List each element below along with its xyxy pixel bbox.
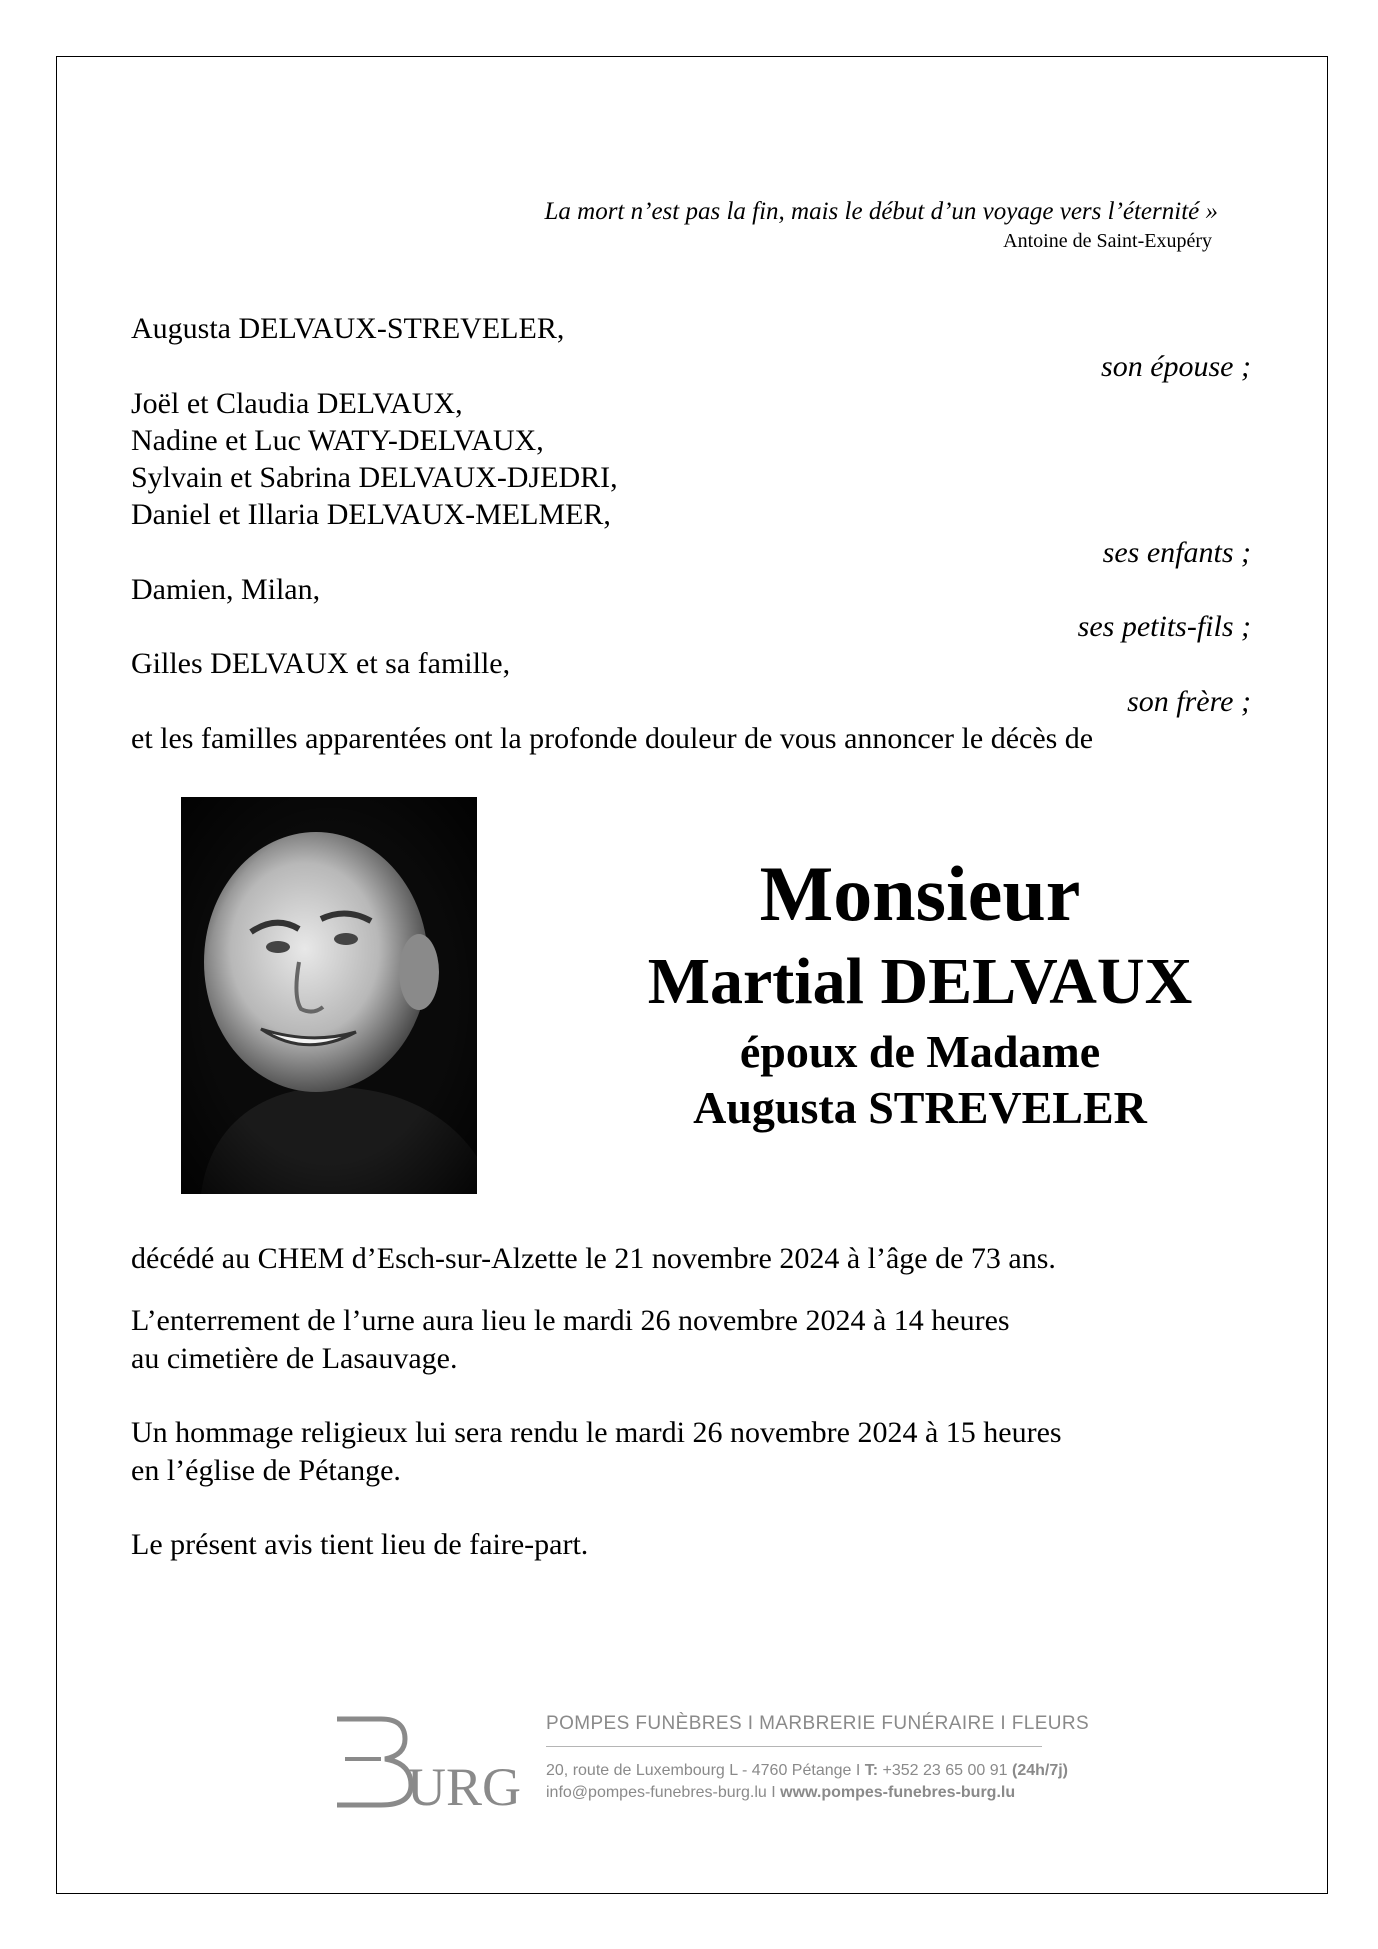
footer-contact [546, 1784, 1015, 1802]
burial-line2: au cimetière de Lasauvage. [131, 1342, 458, 1375]
tribute-line2: en l’église de Pétange. [131, 1454, 401, 1487]
footer-divider [546, 1746, 1042, 1747]
footer-phone: +352 23 65 00 91 [878, 1762, 1012, 1779]
spouse-line: Augusta DELVAUX-STREVELER, [131, 312, 565, 345]
footer-website[interactable]: www.pompes-funebres-burg.lu [780, 1784, 1016, 1801]
brother-role: son frère ; [1127, 685, 1251, 718]
burial-line1: L’enterrement de l’urne aura lieu le mardi 26 novembre 2024 à 14 heures [131, 1304, 1010, 1337]
death-details: décédé au CHEM d’Esch-sur-Alzette le 21 novembre 2024 à l’âge de 73 ans. [131, 1242, 1056, 1275]
child-line: Joël et Claudia DELVAUX, [131, 387, 463, 420]
child-line: Daniel et Illaria DELVAUX-MELMER, [131, 498, 611, 531]
footer-address [546, 1762, 1068, 1780]
deceased-name-block [560, 848, 1280, 1136]
notice-line: Le présent avis tient lieu de faire-part. [131, 1528, 589, 1561]
quote-text: La mort n’est pas la fin, mais le début d’un voyage vers l’éternité » [544, 198, 1218, 225]
tribute-line1: Un hommage religieux lui sera rendu le mardi 26 novembre 2024 à 15 heures [131, 1416, 1062, 1449]
child-line: Sylvain et Sabrina DELVAUX-DJEDRI, [131, 461, 618, 494]
announcement-line: et les familles apparentées ont la profonde douleur de vous annoncer le décès de [131, 722, 1094, 755]
deceased-title: Monsieur [759, 850, 1081, 937]
spouse-role: son épouse ; [1101, 350, 1251, 383]
quote-author: Antoine de Saint-Exupéry [1003, 230, 1212, 252]
spouse-reference-line1: époux de Madame [739, 1026, 1101, 1077]
deceased-portrait [181, 797, 477, 1194]
brother-line: Gilles DELVAUX et sa famille, [131, 647, 511, 680]
footer-address-text: 20, route de Luxembourg L - 4760 Pétange I [546, 1762, 865, 1779]
child-line: Nadine et Luc WATY-DELVAUX, [131, 424, 544, 457]
deceased-name: Martial DELVAUX [647, 945, 1193, 1018]
footer-hours: (24h/7j) [1011, 1762, 1068, 1779]
footer-phone-label: T: [864, 1762, 879, 1779]
footer-services: POMPES FUNÈBRES I MARBRERIE FUNÉRAIRE I FLEURS [546, 1713, 1090, 1734]
burg-logo [331, 1713, 522, 1817]
footer-email[interactable]: info@pompes-funebres-burg.lu I [546, 1784, 781, 1801]
spouse-reference-line2: Augusta STREVELER [693, 1082, 1147, 1133]
grandchildren-role: ses petits-fils ; [1077, 610, 1251, 643]
children-role: ses enfants ; [1102, 536, 1251, 569]
grandchildren-line: Damien, Milan, [131, 573, 321, 606]
svg-text:URG: URG [407, 1757, 522, 1817]
